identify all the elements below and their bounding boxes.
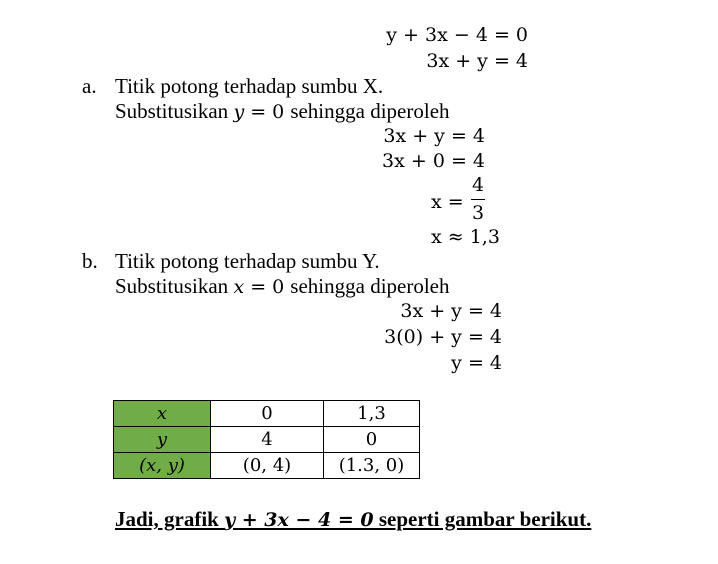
part-a-substitution <box>115 99 450 124</box>
sub-prefix: Substitusikan <box>115 99 229 123</box>
part-a-step-2: 3x + 0 = 4 <box>382 150 485 172</box>
part-a-step-4: x ≈ 1,3 <box>431 226 500 248</box>
part-b-step-1: 3x + y = 4 <box>400 300 502 322</box>
part-b-marker: b. <box>82 249 98 273</box>
sub-prefix: Substitusikan <box>115 274 229 298</box>
part-a-step-3-lhs: x = <box>431 191 464 213</box>
conclusion-suffix: seperti gambar berikut. <box>373 507 592 531</box>
conclusion-prefix: Jadi, grafik <box>115 507 225 531</box>
table-row <box>114 401 420 427</box>
fraction-bar <box>471 199 485 200</box>
sub-variable: y <box>233 101 245 123</box>
table-header-cell: (x, y) <box>114 453 211 479</box>
table-header-cell: y <box>114 427 211 453</box>
table-cell: 1,3 <box>324 401 420 427</box>
part-a-heading: Titik potong terhadap sumbu X. <box>115 74 384 98</box>
conclusion <box>115 506 591 533</box>
sub-equals: = 0 <box>244 276 291 298</box>
values-table <box>113 400 420 479</box>
table-cell: (0, 4) <box>211 453 324 479</box>
sub-variable: x <box>233 276 245 298</box>
table-cell: (1.3, 0) <box>324 453 420 479</box>
fraction <box>471 174 485 224</box>
sub-equals: = 0 <box>244 101 291 123</box>
table-row <box>114 427 420 453</box>
part-b-step-2: 3(0) + y = 4 <box>384 326 502 348</box>
sub-suffix: sehingga diperoleh <box>290 99 450 123</box>
part-b-step-3: y = 4 <box>451 352 502 374</box>
fraction-denominator: 3 <box>471 202 485 224</box>
part-a-step-1: 3x + y = 4 <box>383 125 485 147</box>
part-b-substitution <box>115 274 450 299</box>
fraction-numerator: 4 <box>471 174 485 196</box>
table-header-cell: x <box>114 401 211 427</box>
table-cell: 0 <box>324 427 420 453</box>
part-a-marker: a. <box>82 74 97 98</box>
conclusion-equation: y + 3x − 4 = 0 <box>224 509 374 531</box>
intro-equation-1: y + 3x − 4 = 0 <box>386 24 528 46</box>
sub-suffix: sehingga diperoleh <box>290 274 450 298</box>
table-cell: 4 <box>211 427 324 453</box>
part-b-heading: Titik potong terhadap sumbu Y. <box>115 249 380 273</box>
table-row <box>114 453 420 479</box>
intro-equation-2: 3x + y = 4 <box>426 50 528 72</box>
table-cell: 0 <box>211 401 324 427</box>
